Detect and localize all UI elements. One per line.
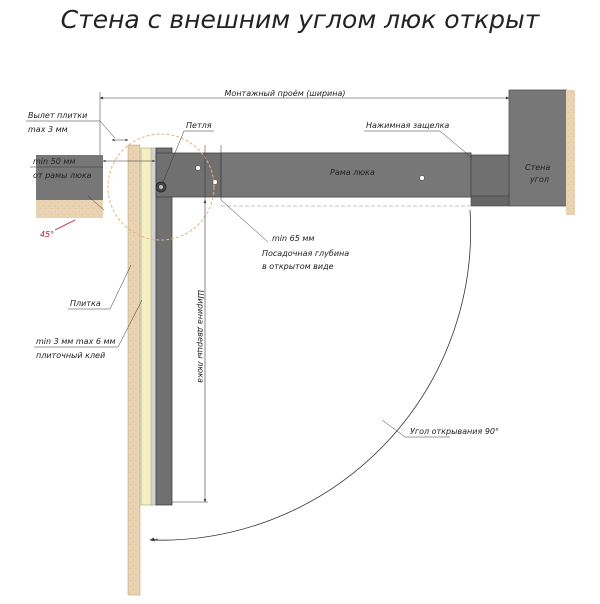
open-angle-label: Угол открывания 90°	[410, 427, 499, 436]
seat-depth-sub-label: в открытом виде	[262, 262, 334, 271]
wall-corner-sub-label: угол	[530, 175, 549, 184]
frame-hole-right	[420, 176, 425, 181]
page-title: Стена с внешним углом люк открыт	[60, 5, 540, 34]
frame-label: Рама люка	[330, 168, 375, 177]
push-latch-body	[471, 155, 509, 196]
door-width-label: Ширина дверцы люка	[196, 290, 205, 383]
push-latch-base	[471, 196, 509, 206]
hinge-pin	[159, 185, 163, 189]
tile-strip	[128, 145, 140, 595]
right-wall-wood	[566, 90, 575, 215]
min65-label: min 65 мм	[272, 234, 315, 243]
door-panel-edge	[151, 148, 156, 505]
angle-45-leader	[55, 220, 75, 230]
tile-overhang-leader-2	[100, 121, 115, 138]
door-leaf	[156, 148, 172, 505]
min50-label: min 50 мм	[33, 157, 76, 166]
opening-width-label: Монтажный проём (ширина)	[224, 89, 346, 98]
push-latch-label: Нажимная защелка	[366, 121, 450, 130]
adhesive-sub-label: плиточный клей	[36, 351, 106, 360]
min50-sub-label: от рамы люка	[33, 171, 92, 180]
wall-corner-label: Стена	[525, 163, 551, 172]
tile-overhang-max-label: max 3 мм	[28, 125, 68, 134]
tile-overhang-label: Вылет плитки	[28, 111, 88, 120]
hinge-label: Петля	[186, 121, 212, 130]
right-wall-corner-block	[509, 90, 567, 206]
angle-45-label: 45°	[40, 230, 55, 239]
adhesive-label: min 3 мм max 6 мм	[36, 337, 116, 346]
frame-hole-top	[196, 166, 201, 171]
seat-depth-label: Посадочная глубина	[262, 249, 350, 258]
tile-label: Плитка	[70, 299, 101, 308]
left-wall-wood	[36, 200, 103, 218]
